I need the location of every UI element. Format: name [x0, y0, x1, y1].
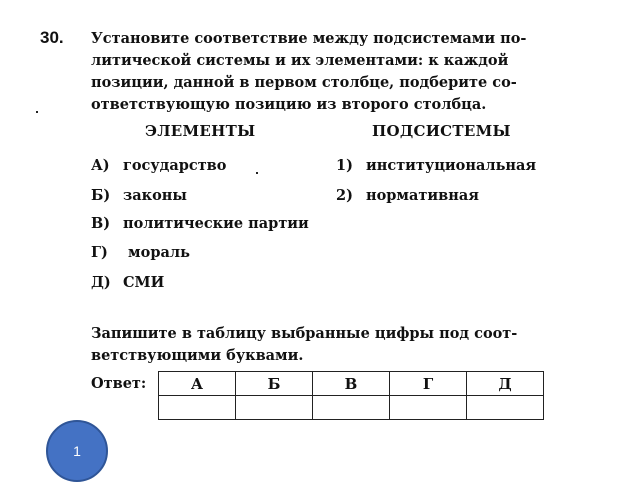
answer-value-row: [159, 396, 544, 420]
answer-table: [158, 371, 544, 420]
answer-label: Ответ:: [91, 375, 147, 392]
element-item-v: [91, 215, 309, 232]
question-line: ответствующую позицию из второго столбца.: [91, 96, 487, 113]
answer-header-cell: Б: [236, 372, 313, 396]
answer-header-cell: Г: [390, 372, 467, 396]
scan-speck: [36, 111, 38, 113]
element-item-g: [91, 244, 190, 261]
answer-cell-a[interactable]: [159, 396, 236, 420]
answer-header-cell: В: [313, 372, 390, 396]
answer-header-row: [159, 372, 544, 396]
subsystems-header: ПОДСИСТЕМЫ: [372, 122, 511, 140]
element-text: законы: [123, 187, 187, 204]
instruction-line: ветствующими буквами.: [91, 347, 304, 364]
subsystem-number: 2): [336, 187, 353, 204]
subsystem-number: 1): [336, 157, 353, 174]
element-text: политические партии: [123, 215, 309, 232]
element-item-b: [91, 187, 187, 204]
subsystem-item-1: [336, 157, 536, 174]
element-letter: Б): [91, 187, 111, 204]
element-text: государство: [123, 157, 227, 174]
answer-cell-v[interactable]: [313, 396, 390, 420]
subsystem-text: нормативная: [366, 187, 479, 204]
element-letter: А): [91, 157, 110, 174]
subsystem-text: институциональная: [366, 157, 537, 174]
subsystem-item-2: [336, 187, 479, 204]
scan-speck: [256, 172, 258, 174]
question-line: Установите соответствие между подсистемами по-: [91, 30, 527, 47]
element-text: мораль: [123, 244, 190, 261]
element-letter: Д): [91, 274, 111, 291]
element-letter: Г): [91, 244, 108, 261]
answer-header-cell: Д: [467, 372, 544, 396]
instruction-text: [91, 323, 517, 367]
answer-cell-b[interactable]: [236, 396, 313, 420]
slide-number-label: 1: [73, 443, 81, 459]
element-item-d: [91, 274, 164, 291]
question-line: литической системы и их элементами: к каждой: [91, 52, 509, 69]
instruction-line: Запишите в таблицу выбранные цифры под соот-: [91, 325, 518, 342]
elements-header: ЭЛЕМЕНТЫ: [145, 122, 256, 140]
element-text: СМИ: [123, 274, 165, 291]
slide-number-badge[interactable]: [46, 420, 108, 482]
question-line: позиции, данной в первом столбце, подберите со-: [91, 74, 517, 91]
element-item-a: [91, 157, 226, 174]
answer-cell-d[interactable]: [467, 396, 544, 420]
question-number: 30.: [40, 28, 64, 47]
answer-cell-g[interactable]: [390, 396, 467, 420]
element-letter: В): [91, 215, 111, 232]
answer-header-cell: А: [159, 372, 236, 396]
question-text: [91, 28, 557, 116]
